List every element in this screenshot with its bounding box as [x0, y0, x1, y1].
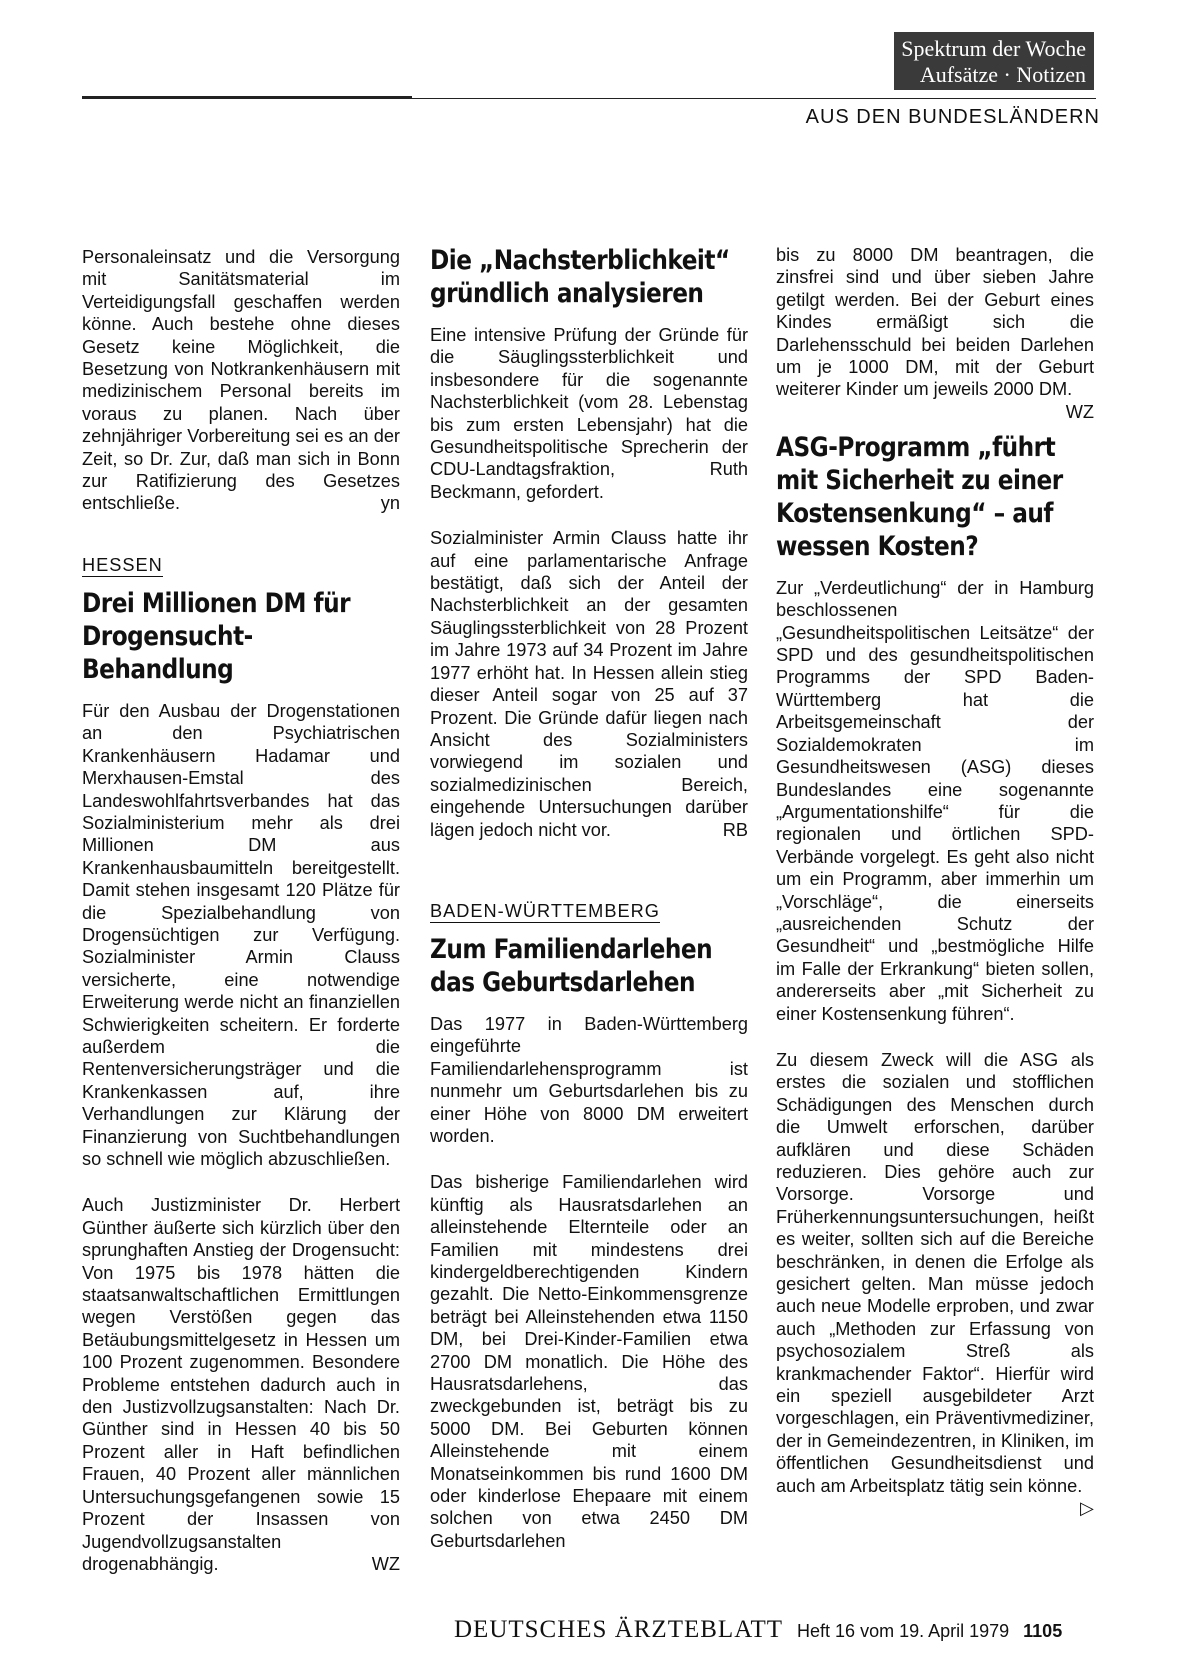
column-3 — [776, 244, 1094, 1521]
column-2 — [430, 244, 748, 1576]
article-paragraph: Zur „Verdeutlichung“ der in Hamburg beschlossenen „Gesundheitspolitischen Leitsätze“ der SPD und des gesundheitspolitischen Programms der SPD Baden-Württemberg hat die Arbeitsgemeinschaft der Sozialdemokraten im Gesundheitswesen (ASG) dieses Bundeslandes eine sogenannte „Argumentationshilfe“ für die regionalen und örtlichen SPD-Verbände vorgelegt. Es geht also nicht um ein Programm, aber immerhin um „Vorschläge“, die einerseits „ausreichenden Schutz der Gesundheit“ und „bestmögliche Hilfe im Falle der Erkrankung“ bieten sollen, andererseits aber „mit Sicherheit zu einer Kostensenkung führen“. — [776, 577, 1094, 1024]
column-1 — [82, 246, 400, 1599]
article-paragraph: Für den Ausbau der Drogenstationen an den Psychiatrischen Krankenhäusern Hadamar und Merxhausen-Emstal des Landeswohlfahrtsverbandes hat das Sozialministerium mehr als drei Millionen DM aus Krankenhausbaumitteln bereitgestellt. Damit stehen insgesamt 120 Plätze für die Spezialbehandlung von Drogensüchtigen zur Verfügung. Sozialminister Armin Clauss versicherte, eine notwendige Erweiterung werde nicht an finanziellen Schwierigkeiten scheitern. Er forderte außerdem die Rentenversicherungsträger und die Krankenkassen auf, ihre Verhandlungen zur Klärung der Finanzierung von Suchtbehandlungen so schnell wie möglich abzuschließen. — [82, 700, 400, 1169]
badge-line-1: Spektrum der Woche — [901, 36, 1086, 61]
article-continuation: Personaleinsatz und die Versorgung mit Sanitätsmaterial im Verteidigungsfall geschaffen werden könne. Auch bestehe ohne dieses Gesetz keine Möglichkeit, die Besetzung von Notkrankenhäusern mit medizinischem Personal bereits im voraus zu planen. Nach über zehnjähriger Vorbereitung sei es an der Zeit, so Dr. Zur, daß man sich in Bonn zur Ratifizierung des Gesetzes entschließe. yn — [82, 247, 400, 514]
article-paragraph: Eine intensive Prüfung der Gründe für die Säuglingssterblichkeit und insbesondere für die sogenannte Nachsterblichkeit (vom 28. Lebenstag bis zum ersten Lebensjahr) hat die Gesundheitspolitische Sprecherin der CDU-Landtagsfraktion, Ruth Beckmann, gefordert. — [430, 325, 748, 502]
author-initials: yn — [380, 493, 400, 514]
article-paragraph: Auch Justizminister Dr. Herbert Günther äußerte sich kürzlich über den sprunghaften Anstieg der Drogensucht: Von 1975 bis 1978 hätten die staatsanwaltschaftlichen Ermittlungen wegen Verstößen gegen das Betäubungsmittelgesetz in Hessen um 100 Prozent zugenommen. Besondere Probleme entstehen dadurch auch in den Justizvollzugsanstalten: Nach Dr. Günther sind in Hessen 40 bis 50 Prozent aller in Haft befindlichen Frauen, 40 Prozent aller männlichen Untersuchungsgefangenen sowie 15 Prozent der Insassen von Jugendvollzugsanstalten drogenabhängig. WZ — [82, 1195, 400, 1574]
article-paragraph: bis zu 8000 DM beantragen, die zinsfrei sind und über sieben Jahre getilgt werden. Bei der Geburt eines Kindes ermäßigt sich die Darlehensschuld bei beiden Darlehen um je 1000 DM, mit der Geburt weiterer Kinder um jeweils 2000 DM. WZ — [776, 245, 1094, 422]
article-headline: ASG-Programm „führt mit Sicherheit zu einer Kostensenkung“ – auf wessen Kosten? — [776, 431, 1063, 562]
section-label-baden-wuerttemberg: BADEN-WÜRTTEMBERG — [430, 900, 660, 921]
continue-arrow-icon: ▷ — [1080, 1498, 1094, 1519]
author-initials: WZ — [371, 1553, 400, 1574]
badge-line-2: Aufsätze · Notizen — [919, 62, 1086, 87]
page-footer — [454, 1616, 1094, 1644]
article-paragraph: Das 1977 in Baden-Württemberg eingeführte Familiendarlehensprogramm ist nunmehr um Geburtsdarlehen bis zu einer Höhe von 8000 DM erweitert worden. — [430, 1013, 748, 1146]
section-badge — [894, 32, 1094, 90]
issue-info: Heft 16 vom 19. April 1979 — [797, 1621, 1010, 1641]
article-headline: Die „Nachsterblichkeit“ gründlich analysieren — [430, 245, 730, 309]
article-paragraph: Sozialminister Armin Clauss hatte ihr auf eine parlamentarische Anfrage bestätigt, daß sich der Anteil der Nachsterblichkeit an der gesamten Säuglingssterblichkeit von 28 Prozent im Jahre 1973 auf 34 Prozent im Jahre 1977 erhöht hat. In Hessen allein stieg dieser Anteil sogar von 25 auf 37 Prozent. Die Gründe dafür liegen nach Ansicht des Sozialministers vorwiegend im sozialen und sozialmedizinischen Bereich, eingehende Untersuchungen darüber lägen jedoch nicht vor. RB — [430, 528, 748, 840]
journal-name: DEUTSCHES ÄRZTEBLATT — [454, 1616, 784, 1643]
article-headline: Drei Millionen DM für Drogensucht-Behandlung — [82, 587, 351, 685]
page-number: 1105 — [1023, 1621, 1063, 1641]
article-paragraph: Zu diesem Zweck will die ASG als erstes die sozialen und stofflichen Schädigungen des Menschen durch die Umwelt erforschen, darüber aufklären und diese Schäden reduzieren. Dies gehöre auch zur Vorsorge. Vorsorge und Früherkennungsuntersuchungen, heißt es weiter, sollten sich auf die Bereiche beschränken, in denen die Erfolge als gesichert gelten. Man müsse jedoch auch neue Modelle erproben, und zwar auch „Methoden zur Erfassung von psychosozialem Streß als krankmachender Faktor“. Hierfür wird ein speziell ausgebildeter Arzt vorgeschlagen, ein Präventivmediziner, der in Gemeindezentren, in Kliniken, im öffentlichen Gesundheitsdienst und auch am Arbeitsplatz tätig sein könne. ▷ — [776, 1049, 1094, 1519]
author-initials: WZ — [1065, 401, 1094, 422]
header-rule-accent — [82, 96, 412, 99]
article-headline: Zum Familiendarlehen das Geburtsdarlehen — [430, 933, 713, 998]
article-paragraph: Das bisherige Familiendarlehen wird künftig als Hausratsdarlehen an alleinstehende Elternteile oder an Familien mit mindestens drei kindergeldberechtigenden Kindern gezahlt. Die Netto-Einkommensgrenze beträgt bei Alleinstehenden etwa 1150 DM, bei Drei-Kinder-Familien etwa 2700 DM monatlich. Die Höhe des Hausratsdarlehens, das zweckgebunden ist, beträgt bis zu 5000 DM. Bei Geburten können Alleinstehende mit einem Monatseinkommen bis rund 1600 DM oder kinderlose Ehepaare mit einem solchen von etwa 2450 DM Geburtsdarlehen — [430, 1172, 748, 1551]
author-initials: RB — [722, 819, 748, 840]
section-label-hessen: HESSEN — [82, 554, 163, 575]
rubric-title: AUS DEN BUNDESLÄNDERN — [805, 106, 1100, 128]
